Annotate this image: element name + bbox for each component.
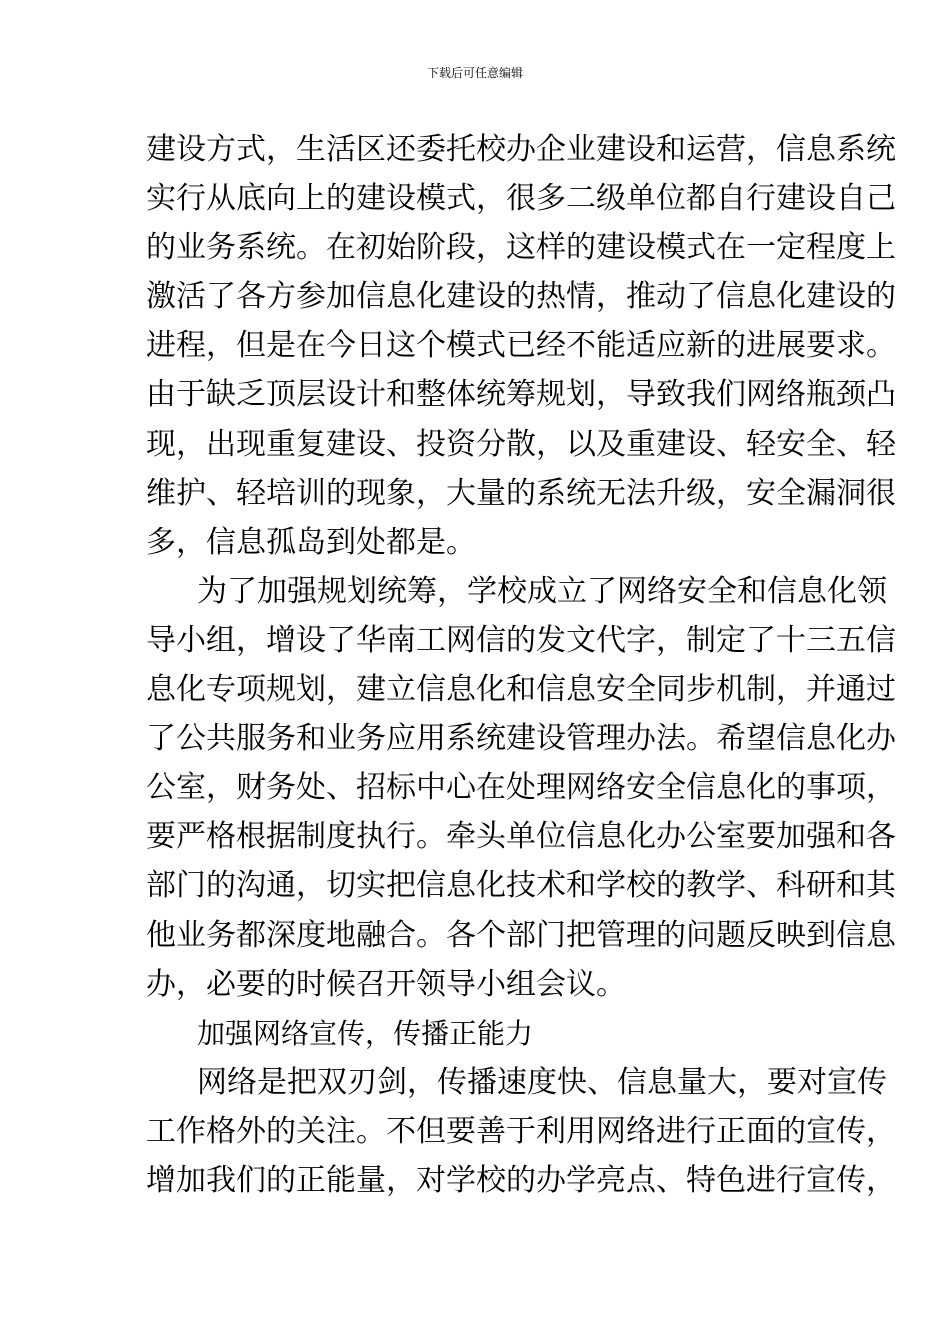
text-line: 激活了各方参加信息化建设的热情，推动了信息化建设的: [146, 279, 896, 315]
text-line: 工作格外的关注。不但要善于利用网络进行正面的宣传，: [146, 1113, 896, 1149]
text-line: 公室，财务处、招标中心在处理网络安全信息化的事项，: [146, 770, 896, 806]
text-line: 增加我们的正能量，对学校的办学亮点、特色进行宣传，: [146, 1162, 896, 1198]
paragraph-start-line: 网络是把双刃剑，传播速度快、信息量大，要对宣传: [197, 1064, 887, 1100]
text-line: 了公共服务和业务应用系统建设管理办法。希望信息化办: [146, 721, 896, 757]
text-line: 办，必要的时候召开领导小组会议。: [146, 966, 626, 1002]
text-line: 维护、轻培训的现象，大量的系统无法升级，安全漏洞很: [146, 475, 896, 511]
text-line: 息化专项规划，建立信息化和信息安全同步机制，并通过: [146, 672, 896, 708]
text-line: 由于缺乏顶层设计和整体统筹规划，导致我们网络瓶颈凸: [146, 377, 896, 413]
text-line: 他业务都深度地融合。各个部门把管理的问题反映到信息: [146, 917, 896, 953]
document-body: [146, 125, 896, 1205]
text-line: 多，信息孤岛到处都是。: [146, 524, 476, 560]
section-heading: 加强网络宣传，传播正能力: [197, 1016, 534, 1050]
page-header: 下载后可任意编辑: [426, 66, 523, 80]
paragraph-start-line: 为了加强规划统筹，学校成立了网络安全和信息化领: [197, 573, 887, 609]
text-line: 部门的沟通，切实把信息化技术和学校的教学、科研和其: [146, 868, 896, 904]
text-line: 的业务系统。在初始阶段，这样的建设模式在一定程度上: [146, 230, 896, 266]
text-line: 实行从底向上的建设模式，很多二级单位都自行建设自己: [146, 181, 896, 217]
text-line: 进程，但是在今日这个模式已经不能适应新的进展要求。: [146, 328, 896, 364]
text-line: 建设方式，生活区还委托校办企业建设和运营，信息系统: [146, 132, 896, 167]
text-line: 导小组，增设了华南工网信的发文代字，制定了十三五信: [146, 622, 896, 658]
text-line: 现，出现重复建设、投资分散，以及重建设、轻安全、轻: [146, 426, 896, 462]
text-line: 要严格根据制度执行。牵头单位信息化办公室要加强和各: [146, 819, 896, 855]
